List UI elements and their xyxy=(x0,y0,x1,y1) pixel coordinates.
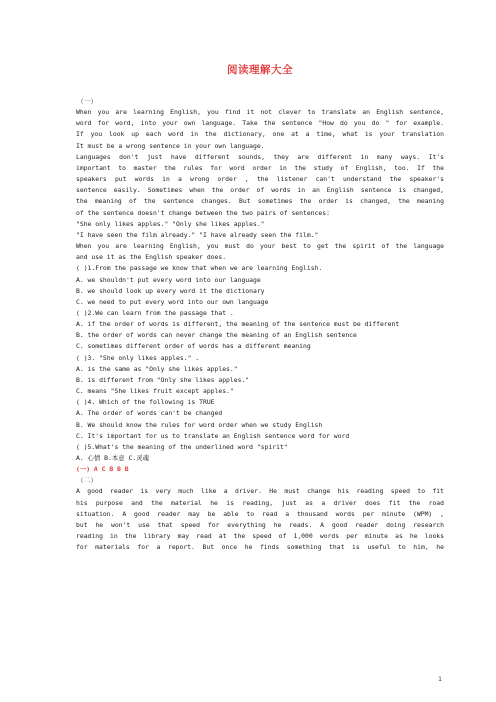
text-line: but he won't use that speed for everything he reads. A good reader doing research xyxy=(76,520,444,529)
text-line: A. is the same as "Only she likes apples." xyxy=(76,364,238,373)
text-line: If you look up each word in the dictionary, one at a time, what is your translation xyxy=(76,130,444,139)
text-line: ( )4. Which of the following is TRUE xyxy=(76,398,215,407)
text-line: A. 心情 B.本意 C.灵魂 xyxy=(76,454,149,462)
text-line: word for word, into your own language. Take the sentence "How do you do " for example. xyxy=(76,119,444,128)
text-line: A. if the order of words is different, the meaning of the sentence must be different xyxy=(76,320,400,329)
text-line: A. The order of words can't be changed xyxy=(76,409,223,418)
text-line: ( )1.From the passage we know that when we are learning English. xyxy=(76,264,323,273)
section-heading: (一) xyxy=(80,97,95,105)
text-line: B. We should know the rules for word order when we study English xyxy=(76,420,323,429)
document-body xyxy=(76,96,444,553)
text-line: When you are learning English, you must do your best to get the spirit of the language xyxy=(76,242,444,251)
text-line: and use it as the English speaker does. xyxy=(76,253,227,262)
page-title: 阅读理解大全 xyxy=(227,64,293,76)
text-line: ( )2.We can learn from the passage that . xyxy=(76,308,234,317)
text-line: B. the order of words can never change the meaning of an English sentence xyxy=(76,331,357,340)
text-line: A. we shouldn't put every word into our language xyxy=(76,275,261,284)
text-line: his purpose and the material he is reading, just as a driver does fit the road xyxy=(76,498,444,507)
text-line: ( )3. "She only likes apples." . xyxy=(76,353,200,362)
text-line: "I have seen the film already." "I have already seen the film." xyxy=(76,230,319,239)
text-line: When you are learning English, you find it not clever to translate an English sentence, xyxy=(76,108,444,117)
text-line: B. is different from "Only she likes apples." xyxy=(76,375,250,384)
page-number: 1 xyxy=(438,676,442,683)
text-line: "She only likes apples." "Only she likes apples." xyxy=(76,219,265,228)
text-line: the meaning of the sentence changes. But sometimes the order is changed, the meaning xyxy=(76,197,444,206)
text-line: speakers put words in a wrong order , the listener can't understand the speaker's xyxy=(76,175,444,184)
text-line: B. we should look up every word it the dictionary xyxy=(76,286,265,295)
text-line: Languages don't just have different sounds, they are different in many ways. It's xyxy=(76,152,444,161)
text-line: It must be a wrong sentence in your own language. xyxy=(76,141,265,150)
text-line: important to master the rules for word order in the study of English, too. If the xyxy=(76,163,444,172)
text-line: for materials for a report. But once he finds something that is useful to him, he xyxy=(76,543,444,552)
text-line: situation. A good reader may be able to read a thousand words per minute (WPM) , xyxy=(76,509,444,518)
text-line: ( )5.What's the meaning of the underlined word "spirit" xyxy=(76,442,288,451)
text-line: of the sentence doesn't change between the two pairs of sentences: xyxy=(76,208,330,217)
text-line: reading in the library may read at the speed of 1,000 words per minute as he looks xyxy=(76,532,444,541)
text-line: sentence easily. Sometimes when the order of words in an English sentence is changed, xyxy=(76,186,444,195)
text-line: C. It's important for us to translate an English sentence word for word xyxy=(76,431,350,440)
text-line: A good reader is very much like a driver. He must change his reading speed to fit xyxy=(76,487,444,496)
section-heading: (二) xyxy=(80,476,95,485)
text-line: C. we need to put every word into our own language xyxy=(76,297,269,306)
text-line: C. sometimes different order of words has a different meaning xyxy=(76,342,311,351)
text-line: C. means "She likes fruit except apples." xyxy=(76,387,234,396)
answer-key-line: (一) A C B B B xyxy=(76,465,129,474)
